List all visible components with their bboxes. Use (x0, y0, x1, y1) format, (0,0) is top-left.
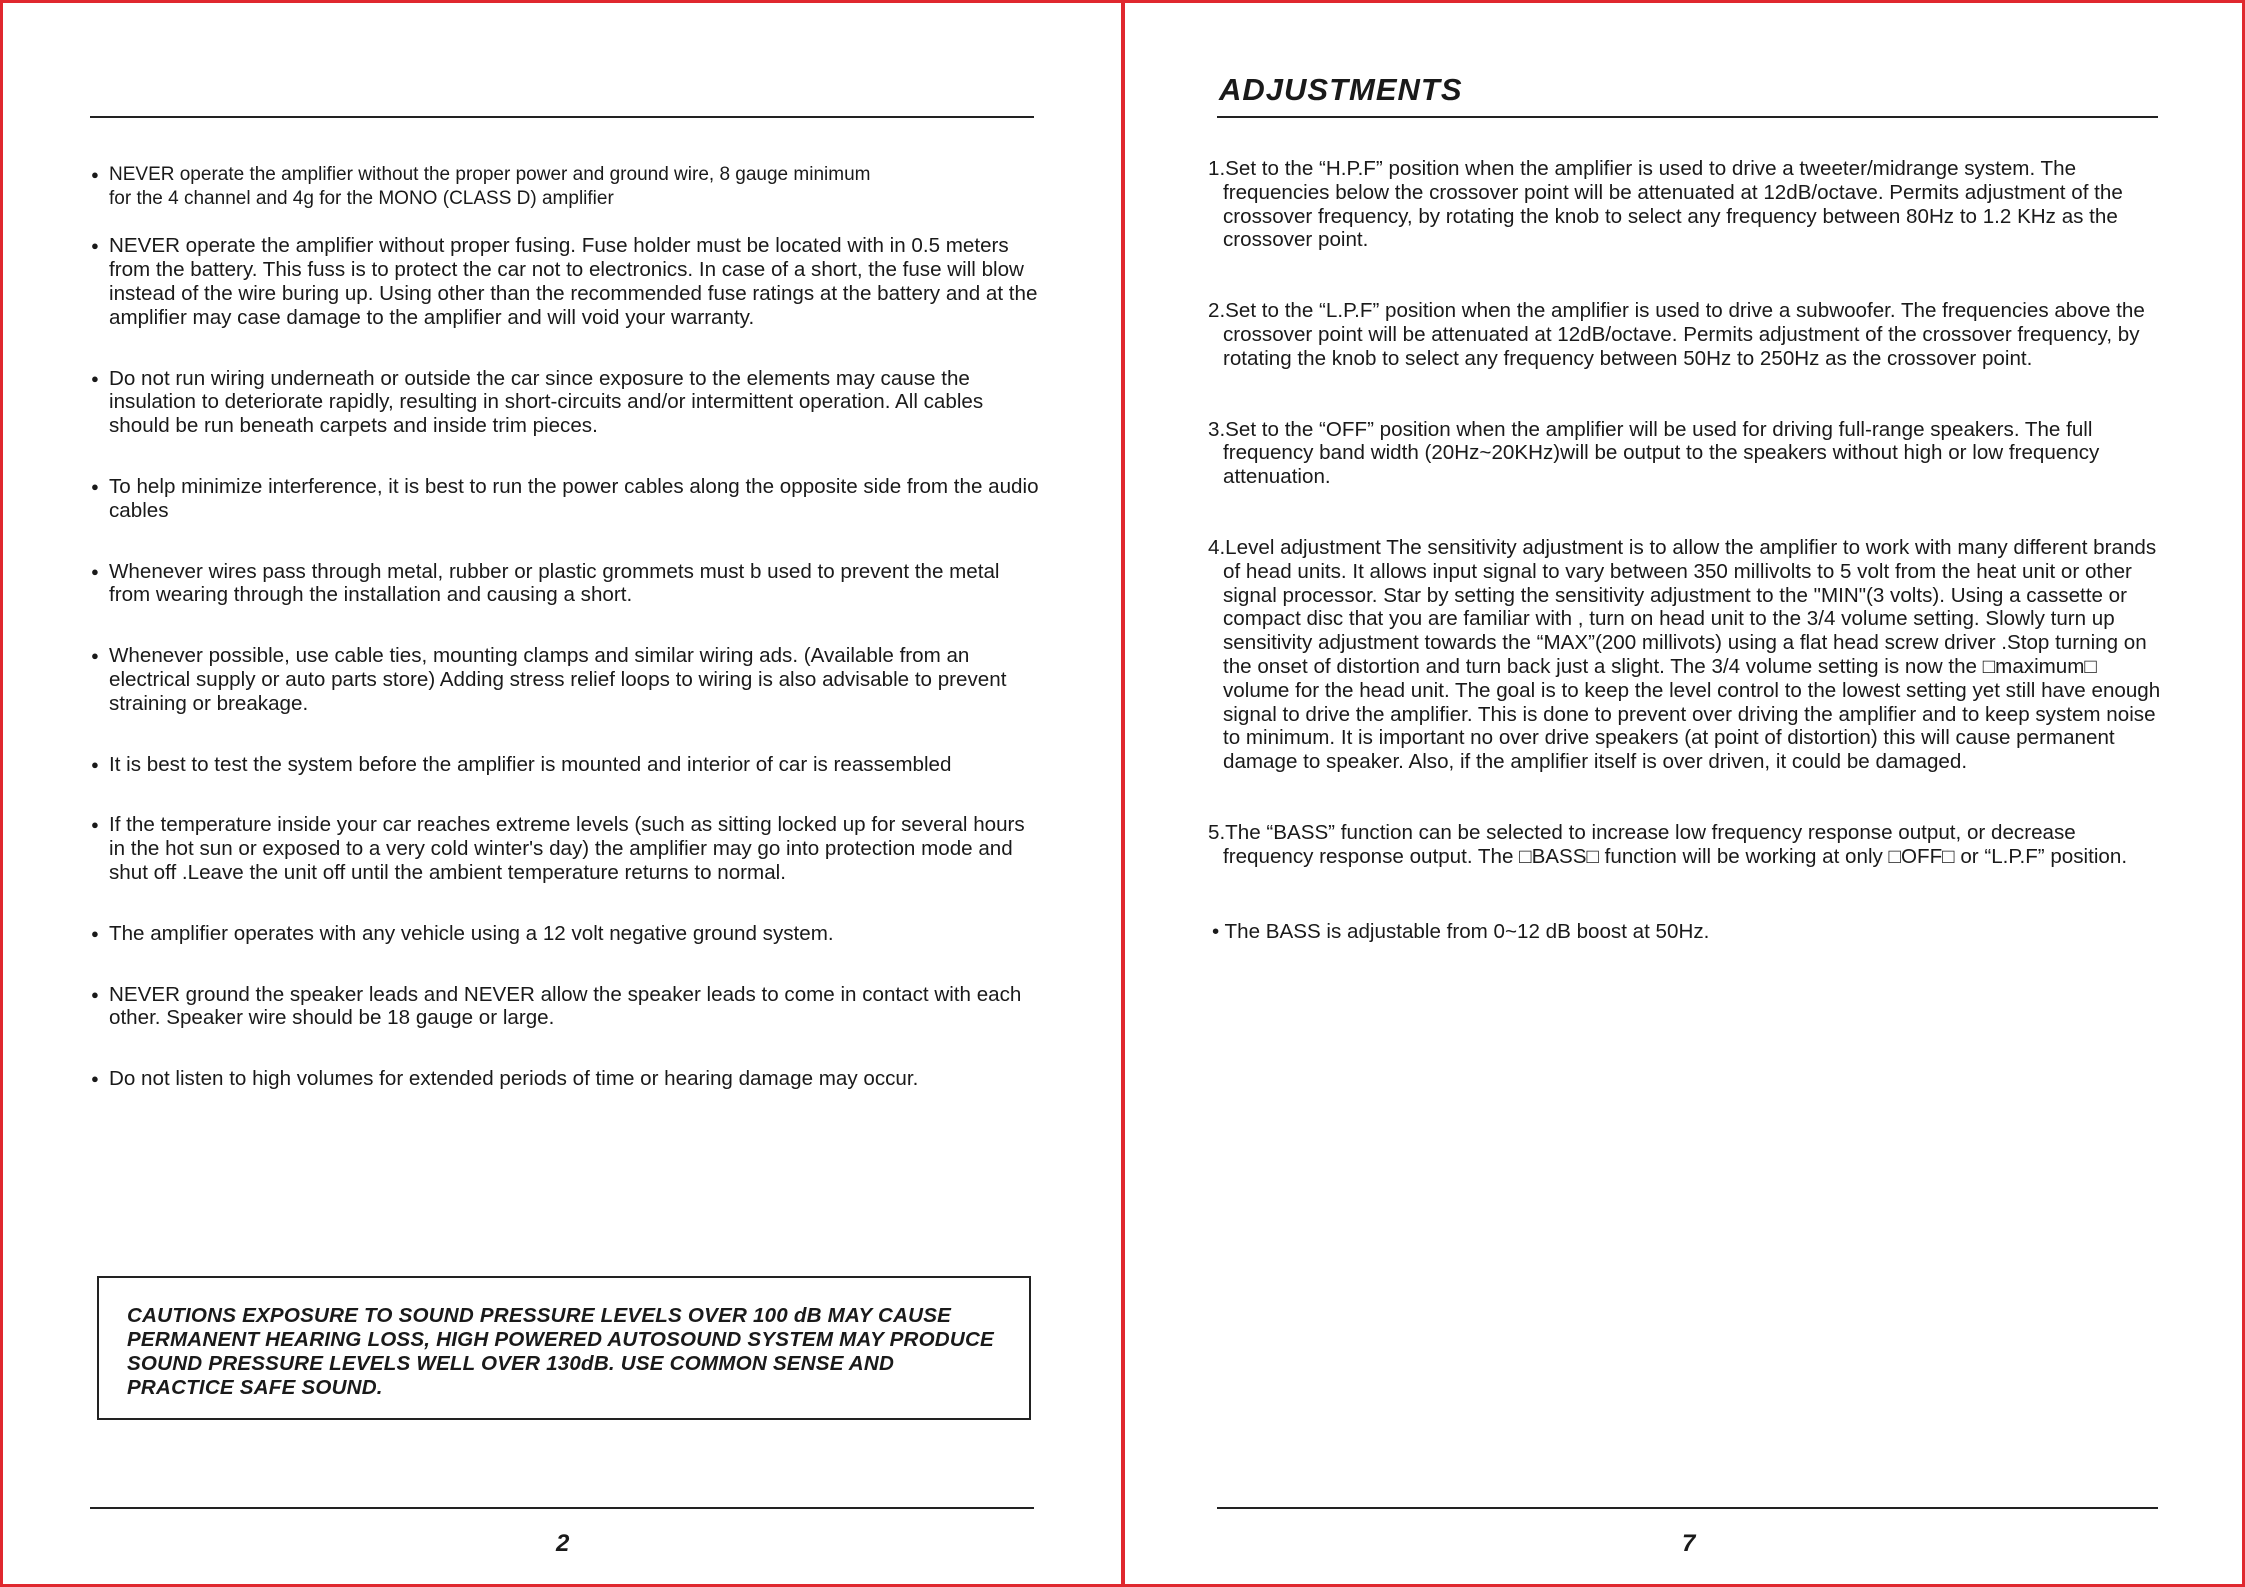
list-item: 4.Level adjustment The sensitivity adjustment is to allow the amplifier to work with many different brands of head units. It allows input signal to vary between 350 millivolts to 5 volt from the heat unit or other signal processor. Star by setting the sensitivity adjustment to the "MIN"(3 volts). Using a cassette or compact disc that you are familiar with , turn on head unit to the 3/4 volume setting. Slowly turn up sensitivity adjustment towards the “MAX”(200 millivots) using a flat head screw driver .Stop turning on the onset of distortion and turn back just a slight. The 3/4 volume setting is now the □maximum□ volume for the head unit. The goal is to keep the level control to the lowest setting yet still have enough signal to drive the amplifier. This is done to prevent over driving the amplifier and to keep system noise to minimum. It is important no over drive speakers (at point of distortion) this will cause permanent damage to speaker. Also, if the amplifier itself is over driven, it could be damaged. (1208, 535, 2161, 774)
list-item: 3.Set to the “OFF” position when the amplifier will be used for driving full-range speakers. The full frequency band width (20Hz~20KHz)will be output to the speakers without high or low frequency attenuation. (1208, 417, 2100, 489)
page-number: 2 (556, 1530, 570, 1557)
adjustments-list (1208, 157, 2168, 892)
list-item: ● To help minimize interference, it is best to run the power cables along the opposite side from the audio cables (91, 475, 1041, 523)
list-item: ● Whenever possible, use cable ties, mounting clamps and similar wiring ads. (Available from an electrical supply or auto parts store) Adding stress relief loops to wiring is also advisable to prevent straining or breakage. (91, 644, 1041, 715)
top-rule (90, 116, 1034, 118)
list-item: 1.Set to the “H.P.F” position when the amplifier is used to drive a tweeter/midrange system. The frequencies below the crossover point will be attenuated at 12dB/octave. Permits adjustment of the crossover frequency, by rotating the knob to select any frequency between 80Hz to 1.2 KHz as the crossover point. (1208, 157, 2123, 252)
list-item: 2.Set to the “L.P.F” position when the amplifier is used to drive a subwoofer. The frequencies above the crossover point will be attenuated at 12dB/octave. Permits adjustment of the crossover frequency, by rotating the knob to select any frequency between 50Hz to 250Hz as the crossover point. (1208, 299, 2145, 370)
safety-bullet-list (91, 163, 1041, 1115)
caution-box: CAUTIONS EXPOSURE TO SOUND PRESSURE LEVELS OVER 100 dB MAY CAUSE PERMANENT HEARING LOSS, HIGH POWERED AUTOSOUND SYSTEM MAY PRODUCE SOUND PRESSURE LEVELS WELL OVER 130dB. USE COMMON SENSE AND PRACTICE SAFE SOUND. (97, 1276, 1031, 1420)
list-item: ● Do not listen to high volumes for extended periods of time or hearing damage may occur. (91, 1067, 1041, 1091)
top-rule (1217, 116, 2158, 118)
list-item: ● Whenever wires pass through metal, rubber or plastic grommets must b used to prevent the metal from wearing through the installation and causing a short. (91, 560, 1041, 608)
list-item: ● NEVER operate the amplifier without proper fusing. Fuse holder must be located with in 0.5 meters from the battery. This fuss is to protect the car not to electronics. In case of a short, the fuse will blow instead of the wire buring up. Using other than the recommended fuse ratings at the battery and at the amplifier may case damage to the amplifier and will void your warranty. (91, 234, 1041, 329)
bottom-rule (1217, 1507, 2158, 1509)
list-item: ● It is best to test the system before the amplifier is mounted and interior of car is reassembled (91, 753, 1041, 777)
list-item: ● Do not run wiring underneath or outside the car since exposure to the elements may cause the insulation to deteriorate rapidly, resulting in short-circuits and/or intermittent operation. All cables should be run beneath carpets and inside trim pieces. (91, 367, 1041, 438)
bass-note: • The BASS is adjustable from 0~12 dB boost at 50Hz. (1212, 920, 1710, 943)
page-title: ADJUSTMENTS (1219, 72, 1463, 107)
bottom-rule (90, 1507, 1034, 1509)
page-number: 7 (1682, 1530, 1696, 1557)
list-item: ● The amplifier operates with any vehicle using a 12 volt negative ground system. (91, 922, 1041, 946)
list-item: ● If the temperature inside your car reaches extreme levels (such as sitting locked up for several hours in the hot sun or exposed to a very cold winter's day) the amplifier may go into protection mode and shut off .Leave the unit off until the ambient temperature returns to normal. (91, 813, 1041, 884)
list-item: ● NEVER ground the speaker leads and NEVER allow the speaker leads to come in contact with each other. Speaker wire should be 18 gauge or large. (91, 983, 1041, 1031)
list-item: ● NEVER operate the amplifier without the proper power and ground wire, 8 gauge minimum for the 4 channel and 4g for the MONO (CLASS D) amplifier (91, 163, 1041, 211)
list-item: 5.The “BASS” function can be selected to increase low frequency response output, or decrease frequency response output. The □BASS□ function will be working at only □OFF□ or “L.P.F” position. (1208, 820, 2128, 868)
